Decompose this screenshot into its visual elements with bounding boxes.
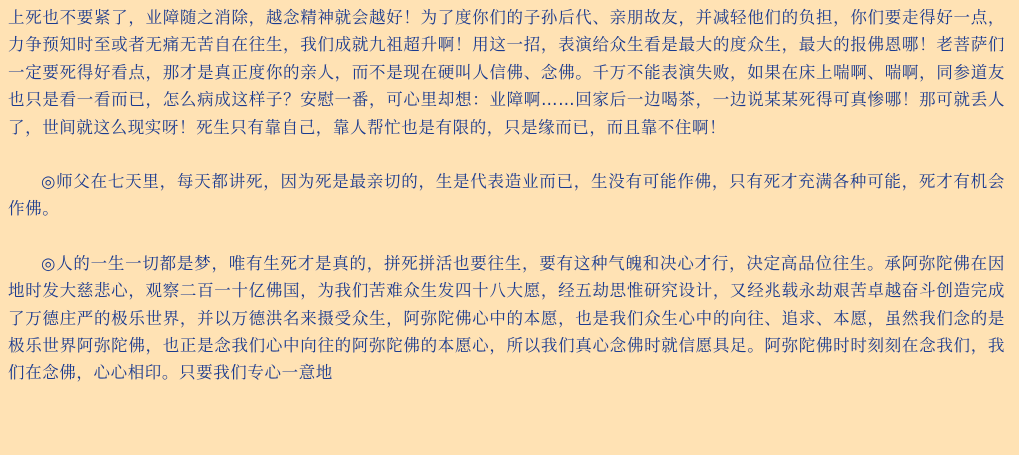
- paragraph-1: 上死也不要紧了，业障随之消除，越念精神就会越好！为了度你们的子孙后代、亲朋故友，并减轻他们的负担，你们要走得好一点，力争预知时至或者无痛无苦自在往生，我们成就九祖超升啊！用这一招，表演给众生看是最大的度众生，最大的报佛恩哪！老菩萨们一定要死得好看点，那才是真正度你的亲人，而不是现在硬叫人信佛、念佛。千万不能表演失败，如果在床上喘啊、喘啊，同参道友也只是看一看而已，怎么病成这样子？安慰一番，可心里却想：业障啊……回家后一边喝茶，一边说某某死得可真惨哪！那可就丢人了，世间就这么现实呀！死生只有靠自己，靠人帮忙也是有限的，只是缘而已，而且靠不住啊！: [8, 8, 1005, 137]
- paragraph-3: ◎人的一生一切都是梦，唯有生死才是真的，拼死拼活也要往生，要有这种气魄和决心才行，决定高品位往生。承阿弥陀佛在因地时发大慈悲心，观察二百一十亿佛国，为我们苦难众生发四十八大愿，经五劫思惟研究设计，又经兆载永劫艰苦卓越奋斗创造完成了万德庄严的极乐世界，并以万德洪名来摄受众生，阿弥陀佛心中的本愿，也是我们众生心中的向往、追求、本愿，虽然我们念的是极乐世界阿弥陀佛，也正是念我们心中向往的阿弥陀佛的本愿心，所以我们真心念佛时就信愿具足。阿弥陀佛时时刻刻在念我们，我们在念佛，心心相印。只要我们专心一意地: [8, 253, 1005, 383]
- paragraph-2: ◎师父在七天里，每天都讲死，因为死是最亲切的，生是代表造业而已，生没有可能作佛，只有死才充满各种可能，死才有机会作佛。: [8, 172, 1005, 219]
